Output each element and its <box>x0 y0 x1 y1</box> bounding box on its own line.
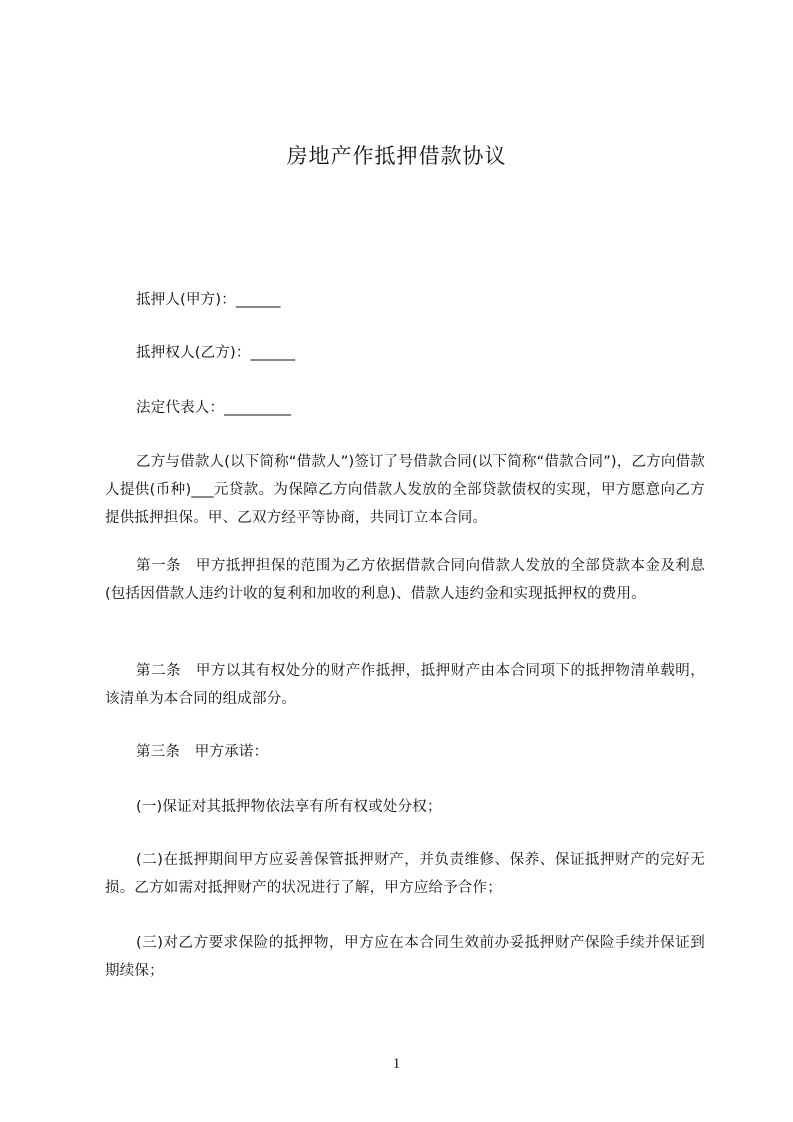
pledgee-line: 抵押权人(乙方)：______ <box>136 345 296 361</box>
clause-three-paragraph: (三)对乙方要求保险的抵押物，甲方应在本合同生效前办妥抵押财产保险手续并保证到期续保； <box>105 935 705 979</box>
clause-one-paragraph: (一)保证对其抵押物依法享有所有权或处分权； <box>136 799 442 815</box>
article-three-heading: 第三条 甲方承诺： <box>136 744 269 760</box>
legal-representative-line: 法定代表人：_________ <box>136 400 292 416</box>
article-one-paragraph: 第一条 甲方抵押担保的范围为乙方依据借款合同向借款人发放的全部贷款本金及利息(包括因借款人违约计收的复利和加收的利息)、借款人违约金和实现抵押权的费用。 <box>105 558 705 602</box>
pledgor-line: 抵押人(甲方)：______ <box>136 292 281 308</box>
document-title: 房地产作抵押借款协议 <box>286 144 507 168</box>
page-number: 1 <box>392 1056 401 1072</box>
preamble-paragraph: 乙方与借款人(以下简称“借款人”)签订了号借款合同(以下简称“借款合同”)，乙方向借款人提供(币种)___元贷款。为保障乙方向借款人发放的全部贷款债权的实现，甲方愿意向乙方提供抵押担保。甲、乙双方经平等协商，共同订立本合同。 <box>105 454 705 526</box>
article-two-paragraph: 第二条 甲方以其有权处分的财产作抵押，抵押财产由本合同项下的抵押物清单载明，该清单为本合同的组成部分。 <box>105 663 705 707</box>
clause-two-paragraph: (二)在抵押期间甲方应妥善保管抵押财产，并负责维修、保养、保证抵押财产的完好无损。乙方如需对抵押财产的状况进行了解，甲方应给予合作； <box>105 852 705 896</box>
